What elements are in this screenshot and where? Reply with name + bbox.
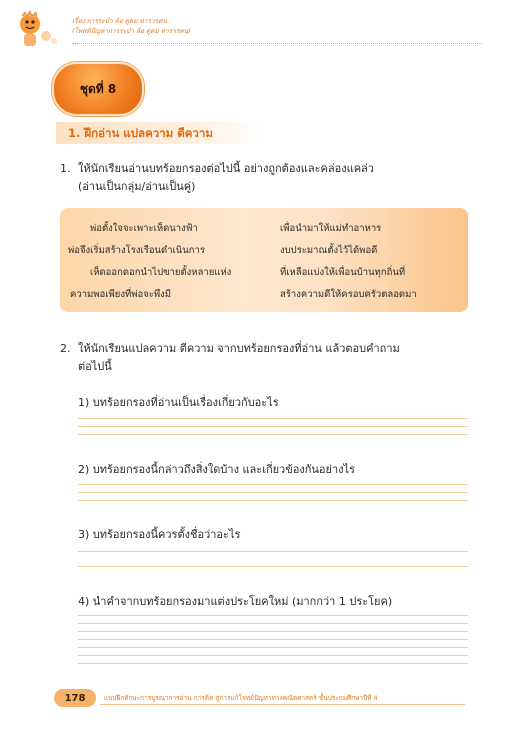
answer-line[interactable] (78, 663, 468, 664)
question-1 (60, 160, 480, 200)
answer-line[interactable] (78, 655, 468, 656)
poem-left-line-4: ความพอเพียงที่พ่อจะพึงมี (70, 289, 172, 300)
mascot-icon (14, 10, 64, 50)
answer-line[interactable] (78, 500, 468, 501)
page-number: 178 (64, 692, 86, 704)
answer-line[interactable] (78, 492, 468, 493)
question-1-text (78, 160, 478, 196)
answer-line[interactable] (78, 566, 468, 567)
section-title-bar (56, 122, 261, 144)
subquestion-3: 3) บทร้อยกรองนี้ควรตั้งชื่อว่าอะไร (78, 528, 241, 541)
question-2 (60, 340, 480, 380)
question-1-number: 1. (60, 162, 71, 175)
poem-left-line-1: พ่อตั้งใจจะเพาะเห็ดนางฟ้า (90, 223, 198, 234)
poem-left-line-3: เห็ดออกดอกนำไปขายตั้งหลายแห่ง (90, 267, 232, 278)
header-text (72, 16, 191, 36)
section-title: 1. ฝึกอ่าน แปลความ ตีความ (68, 126, 213, 140)
footer-text: แบบฝึกทักษะการบูรณาการอ่าน การคิด สู่การแก้โจทย์ปัญหาทางคณิตศาสตร์ ชั้นประถมศึกษาปีที่ 4 (104, 694, 378, 702)
answer-line[interactable] (78, 426, 468, 427)
header-line-1: เรื่อง การระบำ ล้อ ดูดม หารวรคน (72, 17, 167, 25)
poem-right-line-1: เพื่อนำมาให้แม่ทำอาหาร (280, 223, 382, 234)
subquestion-1: 1) บทร้อยกรองที่อ่านเป็นเรื่องเกี่ยวกับอะไร (78, 396, 279, 409)
set-badge (52, 62, 144, 116)
page-header (14, 10, 514, 50)
question-2-number: 2. (60, 342, 71, 355)
question-2-line-2: ต่อไปนี้ (78, 360, 112, 373)
set-label: ชุดที่ 8 (79, 81, 117, 96)
question-2-text (78, 340, 478, 376)
question-1-line-1: ให้นักเรียนอ่านบทร้อยกรองต่อไปนี้ อย่างถูกต้องและคล่องแคล่ว (78, 162, 374, 175)
poem-right-line-2: งบประมาณตั้งไว้ได้พอดี (280, 245, 378, 256)
poem-box (60, 208, 468, 312)
answer-line[interactable] (78, 615, 468, 616)
answer-line[interactable] (78, 551, 468, 552)
answer-line[interactable] (78, 484, 468, 485)
answer-line[interactable] (78, 639, 468, 640)
answer-line[interactable] (78, 631, 468, 632)
answer-line[interactable] (78, 623, 468, 624)
answer-line[interactable] (78, 434, 468, 435)
subquestion-2: 2) บทร้อยกรองนี้กล่าวถึงสิ่งใดบ้าง และเกี่ยวข้องกันอย่างไร (78, 463, 355, 476)
question-2-line-1: ให้นักเรียนแปลความ ตีความ จากบทร้อยกรองที่อ่าน แล้วตอบคำถาม (78, 342, 400, 355)
header-divider (72, 43, 482, 44)
page-number-badge (54, 689, 96, 707)
poem-right-line-3: ที่เหลือแบ่งให้เพื่อนบ้านทุกถิ่นที่ (280, 267, 406, 278)
header-line-2: (โพสต์ปัญหาการระบำ ล้อ ดูดม หารวรคน) (72, 27, 191, 35)
subquestion-4: 4) นำคำจากบทร้อยกรองมาแต่งประโยคใหม่ (มากกว่า 1 ประโยค) (78, 595, 393, 608)
footer-divider (100, 704, 465, 705)
answer-line[interactable] (78, 647, 468, 648)
poem-left-line-2: พ่อจึงเริ่มสร้างโรงเรือนดำเนินการ (68, 245, 205, 256)
poem-right-line-4: สร้างความดีให้ครอบครัวตลอดมา (280, 289, 417, 300)
question-1-line-2: (อ่านเป็นกลุ่ม/อ่านเป็นคู่) (78, 180, 196, 193)
answer-line[interactable] (78, 418, 468, 419)
